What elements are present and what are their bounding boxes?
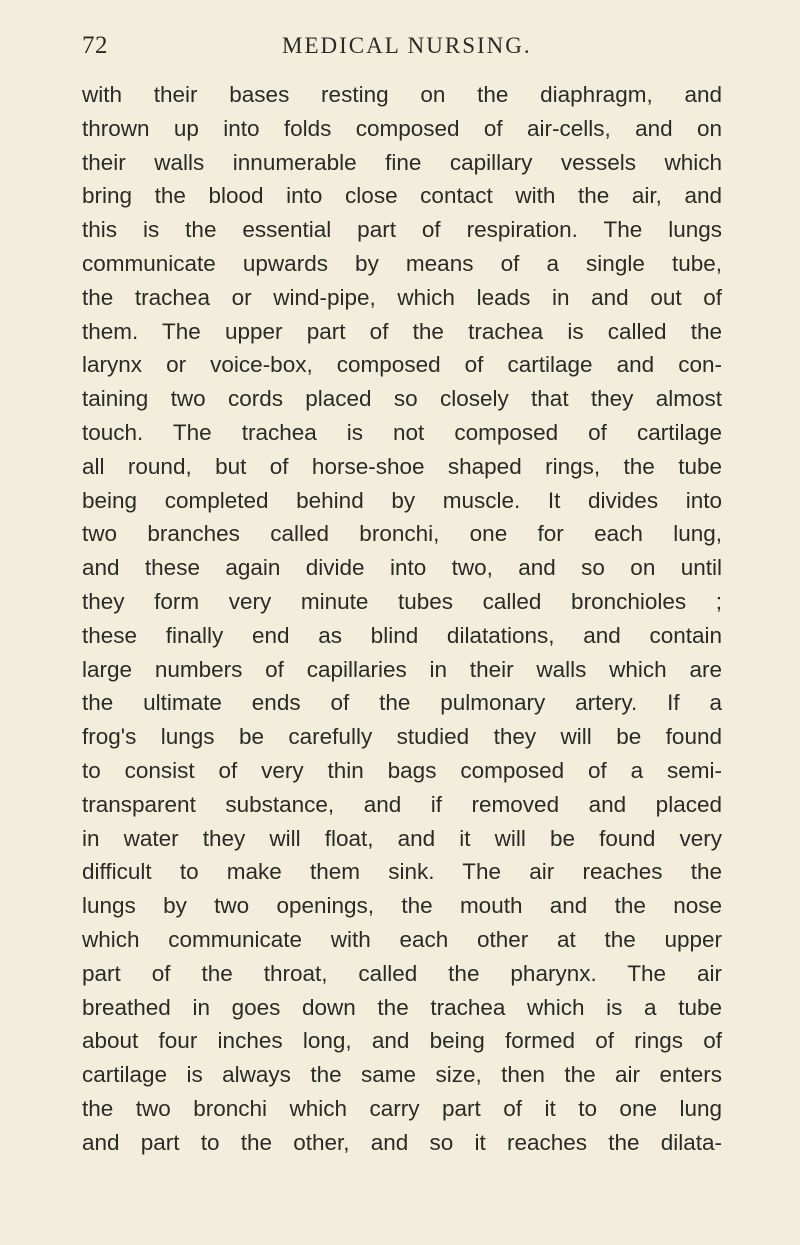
text-line: part of the throat, called the pharynx. The air: [82, 960, 722, 986]
text-line: to consist of very thin bags composed of a semi-: [82, 757, 722, 783]
text-line: they form very minute tubes called bronchioles ;: [82, 588, 722, 614]
text-line: difficult to make them sink. The air reaches the: [82, 859, 722, 885]
text-line: larynx or voice-box, composed of cartilage and con-: [82, 352, 722, 378]
text-line: and these again divide into two, and so on until: [82, 555, 722, 581]
running-head: MEDICAL NURSING.: [282, 33, 532, 58]
text-line: this is the essential part of respiration. The lungs: [82, 217, 722, 243]
text-line: the trachea or wind-pipe, which leads in and out of: [82, 284, 722, 310]
text-line: large numbers of capillaries in their walls which are: [82, 656, 722, 682]
text-line: two branches called bronchi, one for each lung,: [82, 521, 722, 547]
text-line: which communicate with each other at the upper: [82, 926, 722, 952]
body-text: [82, 78, 722, 1160]
page-number: 72: [82, 32, 108, 59]
text-line: thrown up into folds composed of air-cells, and on: [82, 115, 722, 141]
text-line: bring the blood into close contact with the air, and: [82, 183, 722, 209]
text-line: frog's lungs be carefully studied they will be found: [82, 724, 722, 750]
text-line: about four inches long, and being formed of rings of: [82, 1028, 722, 1054]
text-line: breathed in goes down the trachea which is a tube: [82, 994, 722, 1020]
text-line: communicate upwards by means of a single tube,: [82, 250, 722, 276]
text-line: these finally end as blind dilatations, and contain: [82, 622, 722, 648]
text-line: and part to the other, and so it reaches the dilata-: [82, 1129, 722, 1155]
text-line: their walls innumerable fine capillary vessels which: [82, 149, 722, 175]
text-line: the two bronchi which carry part of it to one lung: [82, 1095, 722, 1121]
page-header: [82, 32, 702, 64]
text-line: transparent substance, and if removed and placed: [82, 791, 722, 817]
text-line: them. The upper part of the trachea is called the: [82, 318, 722, 344]
text-line: all round, but of horse-shoe shaped rings, the tube: [82, 453, 722, 479]
text-line: being completed behind by muscle. It divides into: [82, 487, 722, 513]
text-line: the ultimate ends of the pulmonary artery. If a: [82, 690, 722, 716]
text-line: lungs by two openings, the mouth and the nose: [82, 893, 722, 919]
text-line: with their bases resting on the diaphragm, and: [82, 82, 722, 107]
text-line: taining two cords placed so closely that they almost: [82, 386, 722, 412]
text-line: touch. The trachea is not composed of cartilage: [82, 419, 722, 445]
text-line: cartilage is always the same size, then the air enters: [82, 1062, 722, 1088]
text-line: in water they will float, and it will be found very: [82, 825, 722, 851]
